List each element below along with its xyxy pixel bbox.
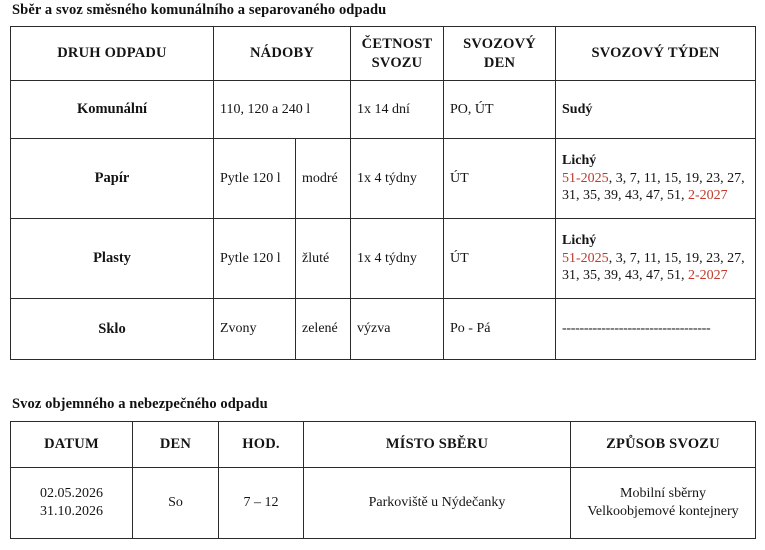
column-header-bins: NÁDOBY bbox=[214, 27, 351, 81]
table-row bbox=[11, 139, 756, 219]
cell-bin-color: zelené bbox=[296, 299, 351, 360]
bulky-waste-table bbox=[10, 421, 756, 539]
cell-bins: Pytle 120 l bbox=[214, 219, 296, 299]
cell-week-heading: Lichý bbox=[562, 232, 597, 248]
cell-week-heading: Lichý bbox=[562, 152, 597, 168]
column-header-day bbox=[444, 27, 556, 81]
column-header-frequency bbox=[351, 27, 444, 81]
table-row bbox=[11, 299, 756, 360]
cell-frequency: výzva bbox=[351, 299, 444, 360]
cell-frequency: 1x 4 týdny bbox=[351, 139, 444, 219]
week-highlight-end: 2-2027 bbox=[688, 188, 728, 204]
table-header-row bbox=[11, 422, 756, 468]
cell-kind: Sklo bbox=[11, 299, 214, 360]
week-highlight-start: 51-2025 bbox=[562, 170, 609, 186]
column-header-frequency-line2: SVOZU bbox=[371, 54, 423, 71]
week-highlight-start: 51-2025 bbox=[562, 250, 609, 266]
cell-week-placeholder-dashes: ---------------------------------- bbox=[562, 321, 711, 337]
cell-day: So bbox=[133, 468, 219, 539]
cell-place: Parkoviště u Nýdečanky bbox=[304, 468, 571, 539]
table-row bbox=[11, 219, 756, 299]
cell-week-weeks bbox=[562, 250, 749, 286]
cell-frequency: 1x 14 dní bbox=[351, 81, 444, 139]
table-row bbox=[11, 468, 756, 539]
cell-method bbox=[571, 468, 756, 539]
cell-bin-color: modré bbox=[296, 139, 351, 219]
cell-date-line1: 02.05.2026 bbox=[40, 486, 103, 502]
week-list: , 3, 7, 11, 15, 19, 23, 27, 31, 35, 39, 43, 47, 51, bbox=[562, 170, 745, 204]
week-highlight-end: 2-2027 bbox=[688, 268, 728, 284]
column-header-day-line1: SVOZOVÝ bbox=[463, 35, 536, 52]
table-row bbox=[11, 81, 756, 139]
week-list: , 3, 7, 11, 15, 19, 23, 27, 31, 35, 39, 43, 47, 51, bbox=[562, 250, 745, 284]
cell-bins: Pytle 120 l bbox=[214, 139, 296, 219]
cell-week-weeks bbox=[562, 170, 749, 206]
cell-frequency: 1x 4 týdny bbox=[351, 219, 444, 299]
cell-week bbox=[556, 219, 756, 299]
cell-day: ÚT bbox=[444, 219, 556, 299]
column-header-day: DEN bbox=[133, 422, 219, 468]
cell-bin-color: žluté bbox=[296, 219, 351, 299]
column-header-place: MÍSTO SBĚRU bbox=[304, 422, 571, 468]
column-header-hour: HOD. bbox=[219, 422, 304, 468]
waste-collection-table bbox=[10, 26, 756, 360]
cell-hour: 7 – 12 bbox=[219, 468, 304, 539]
cell-day: ÚT bbox=[444, 139, 556, 219]
table-header-row bbox=[11, 27, 756, 81]
section-title-municipal-waste: Sběr a svoz směsného komunálního a separovaného odpadu bbox=[12, 2, 387, 18]
cell-kind: Papír bbox=[11, 139, 214, 219]
cell-day: Po - Pá bbox=[444, 299, 556, 360]
column-header-kind: DRUH ODPADU bbox=[11, 27, 214, 81]
cell-bins: 110, 120 a 240 l bbox=[214, 81, 351, 139]
cell-week bbox=[556, 81, 756, 139]
column-header-frequency-line1: ČETNOST bbox=[361, 35, 433, 52]
cell-bins: Zvony bbox=[214, 299, 296, 360]
column-header-day-line2: DEN bbox=[483, 54, 516, 71]
cell-method-line2: Velkoobjemové kontejnery bbox=[587, 504, 739, 519]
cell-week-heading: Sudý bbox=[562, 101, 593, 117]
cell-week bbox=[556, 299, 756, 360]
column-header-date: DATUM bbox=[11, 422, 133, 468]
column-header-method: ZPŮSOB SVOZU bbox=[571, 422, 756, 468]
cell-method-line1: Mobilní sběrny bbox=[620, 486, 706, 502]
section-title-bulky-waste: Svoz objemného a nebezpečného odpadu bbox=[12, 396, 268, 412]
cell-date bbox=[11, 468, 133, 539]
cell-date-line2: 31.10.2026 bbox=[40, 504, 103, 519]
cell-kind: Komunální bbox=[11, 81, 214, 139]
cell-week bbox=[556, 139, 756, 219]
column-header-week: SVOZOVÝ TÝDEN bbox=[556, 27, 756, 81]
cell-kind: Plasty bbox=[11, 219, 214, 299]
cell-day: PO, ÚT bbox=[444, 81, 556, 139]
